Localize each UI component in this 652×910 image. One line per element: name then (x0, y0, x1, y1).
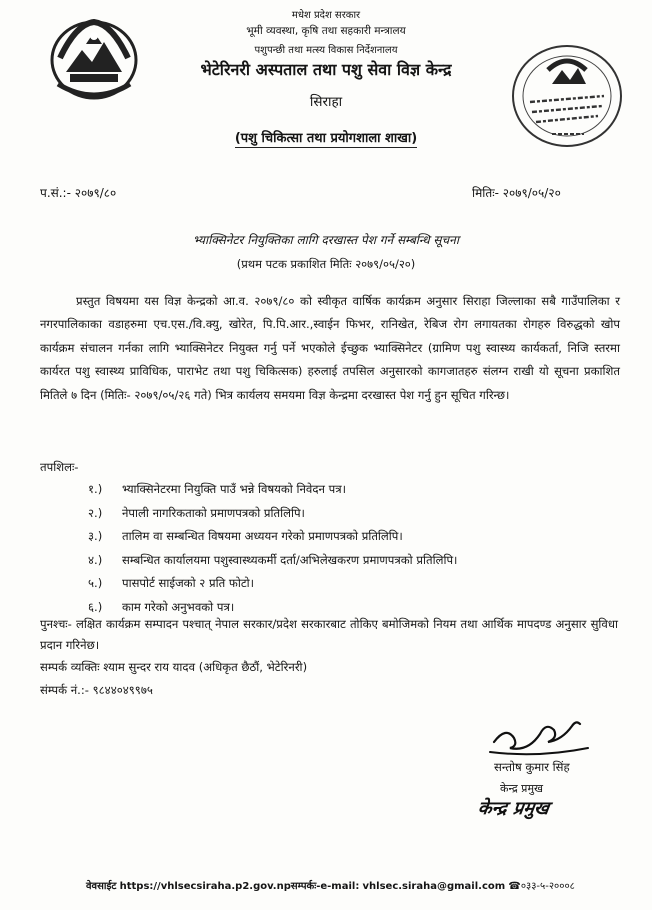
website-label: वेवसाईट (86, 881, 117, 892)
list-item (88, 572, 457, 596)
handwritten-signature-icon (488, 712, 592, 758)
item-text: सम्बन्धित कार्यालयमा पशुस्वास्थ्यकर्मी दर्ता/अभिलेखकरण प्रमाणपत्रको प्रतिलिपि। (122, 552, 458, 567)
item-number: १.) (88, 482, 103, 496)
list-item (88, 478, 457, 502)
signer-title: केन्द्र प्रमुख (500, 782, 544, 795)
item-number: ५.) (88, 576, 103, 590)
header-line-1: मधेश प्रदेश सरकार (291, 10, 361, 21)
website-link[interactable]: https://vhlsecsiraha.p2.gov.np (119, 881, 291, 892)
item-text: काम गरेको अनुभवको पत्र। (122, 599, 235, 614)
item-text: पासपोर्ट साईजको २ प्रति फोटो। (122, 576, 255, 590)
email-link[interactable]: vhlsec.siraha@gmail.com (362, 881, 506, 892)
footer (86, 878, 575, 892)
list-item (88, 502, 457, 526)
contact-phone: संम्पर्क नं.:- ९८४४०४९९७५ (40, 683, 153, 697)
item-text: नेपाली नागरिकताको प्रमाणपत्रको प्रतिलिपि। (122, 505, 305, 520)
email-label: सम्पर्कः-e-mail: (290, 881, 360, 892)
item-text: भ्याक्सिनेटरमा नियुक्ति पाउँ भन्ने विषयको निवेदन पत्र। (122, 482, 347, 496)
footer-phone: ०३३-५-२०००८ (520, 881, 575, 892)
notice-title: भ्याक्सिनेटर नियुक्तिका लागि दरखास्त पेश गर्ने सम्बन्धि सूचना (193, 233, 459, 247)
list-item (88, 525, 457, 549)
notice-subtitle: (प्रथम पटक प्रकाशित मितिः २०७९/०५/२०) (236, 257, 416, 271)
tapsil-label: तपशिलः- (40, 460, 79, 474)
organization-location: सिराहा (309, 94, 343, 110)
phone-icon: ☎ (508, 881, 521, 892)
designation-stamp: केन्द्र प्रमुख (476, 798, 551, 819)
postscript-note: पुनश्चः- लक्षित कार्यक्रम सम्पादन पश्चात् नेपाल सरकार/प्रदेश सरकारबाट तोकिए बमोजिमको नियम तथा आर्थिक मापदण्ड अनुसार सुविधा प्रदान गरिनेछ। (40, 617, 618, 652)
reference-number: प.सं.:- २०७९/८० (40, 186, 117, 200)
requirement-list (88, 478, 457, 619)
organization-name: भेटेरिनरी अस्पताल तथा पशु सेवा विज्ञ केन्द्र (200, 60, 452, 79)
header-line-3: पशुपन्छी तथा मत्स्य विकास निर्देशनालय (254, 45, 398, 56)
office-seal-icon (508, 40, 626, 150)
item-number: ६.) (88, 599, 103, 614)
item-number: ३.) (88, 529, 103, 543)
contact-person: सम्पर्क व्यक्तिः श्याम सुन्दर राय यादव (अधिकृत छैठौं, भेटेरिनरी) (40, 660, 308, 674)
header-line-2: भूमी व्यवस्था, कृषि तथा सहकारी मन्त्रालय (246, 25, 406, 37)
notice-body: प्रस्तुत विषयमा यस विज्ञ केन्द्रको आ.व. २०७९/८० को स्वीकृत वार्षिक कार्यक्रम अनुसार सिराहा जिल्लाका सबै गाउँपालिका र नगरपालिकाका वडाहरुमा एच.एस./वि.क्यु, खोरेत, पि.पि.आर.,स्वाईन फिभर, रानिखेत, रेबिज रोग लगायतका रोगहरु विरुद्धको खोप कार्यक्रम संचालन गर्नका लागि भ्याक्सिनेटर नियुक्त गर्नु पर्ने भएकोले ईच्छुक भ्याक्सिनेटर (ग्रामिण पशु स्वास्थ्य कार्यकर्ता, निजि स्तरमा कार्यरत पशु स्वास्थ्य प्राविधिक, पाराभेट तथा पशु चिकित्सक) हरुलाई तपसिल अनुसारको कागजातहरु संलग्न राखी यो सूचना प्रकाशित मितिले ७ दिन (मितिः- २०७९/०५/२६ गते) भित्र कार्यलय समयमा विज्ञ केन्द्रमा दरखास्त पेश गर्नु हुन सूचित गरिन्छ। (40, 294, 620, 402)
document-date: मितिः- २०७९/०५/२० (472, 186, 561, 200)
list-item (88, 549, 457, 573)
item-text: तालिम वा सम्बन्धित विषयमा अध्ययन गरेको प्रमाणपत्रको प्रतिलिपि। (122, 529, 403, 543)
item-number: ४.) (88, 552, 103, 567)
item-number: २.) (88, 505, 103, 520)
signer-name: सन्तोष कुमार सिंह (494, 760, 570, 774)
branch-name: (पशु चिकित्सा तथा प्रयोगशाला शाखा) (235, 128, 417, 148)
